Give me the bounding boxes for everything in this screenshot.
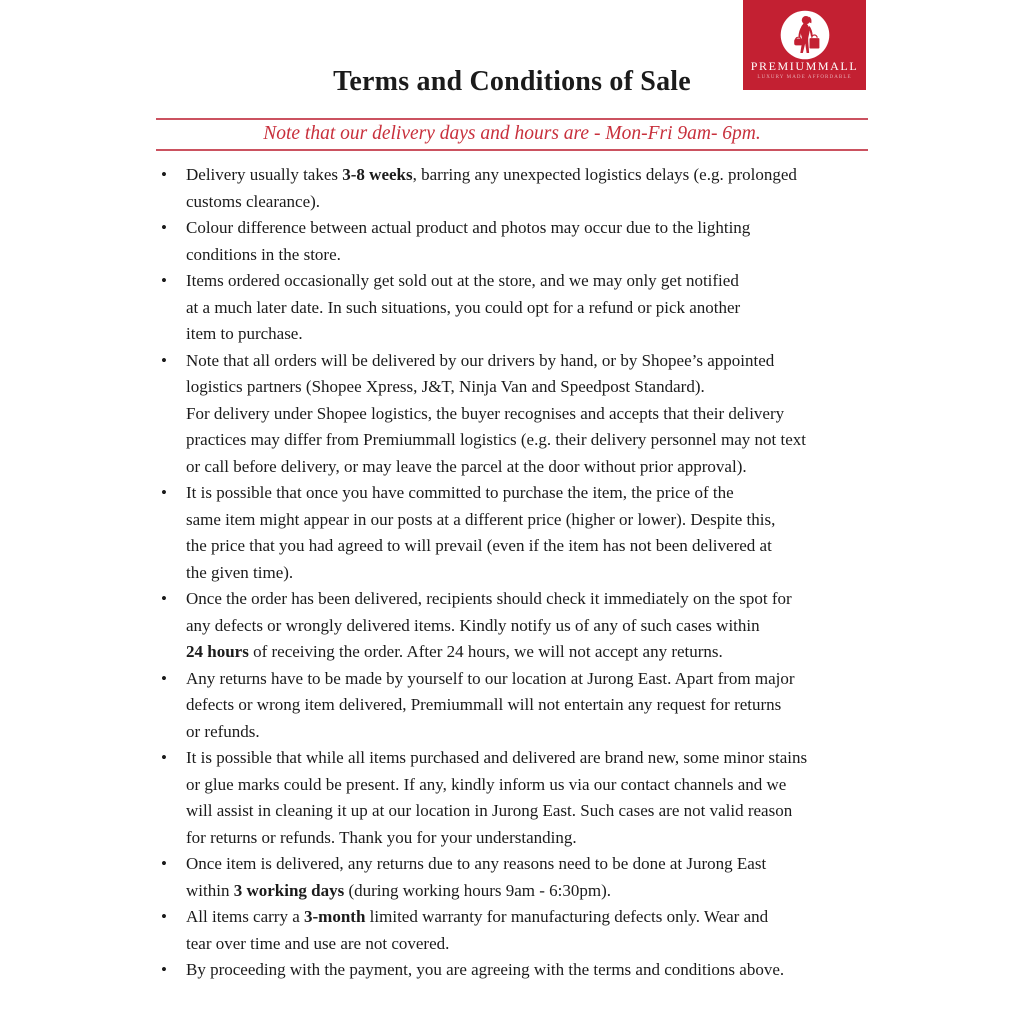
term-item xyxy=(186,586,904,666)
term-item xyxy=(186,851,904,904)
term-line: • Colour difference between actual product and photos may occur due to the lighting xyxy=(186,218,751,237)
term-item xyxy=(186,162,904,215)
term-line: • It is possible that once you have committed to purchase the item, the price of the xyxy=(186,483,734,502)
brand-logo xyxy=(743,0,866,90)
term-line: • It is possible that while all items purchased and delivered are brand new, some minor stains xyxy=(186,748,808,767)
term-line: • Any returns have to be made by yourself to our location at Jurong East. Apart from major xyxy=(186,668,795,688)
term-item xyxy=(186,480,904,586)
term-line: or call before delivery, or may leave the parcel at the door without prior approval). xyxy=(186,456,747,476)
term-line: • Items ordered occasionally get sold out at the store, and we may only get notified xyxy=(186,271,739,290)
term-line: within 3 working days (during working hours 9am - 6:30pm). xyxy=(186,880,612,900)
term-line: the price that you had agreed to will prevail (even if the item has not been delivered at xyxy=(186,536,772,555)
term-item xyxy=(186,745,904,851)
term-item xyxy=(186,666,904,746)
term-line: For delivery under Shopee logistics, the buyer recognises and accepts that their delivery xyxy=(186,403,785,423)
term-line: conditions in the store. xyxy=(186,244,341,264)
term-line: • Note that all orders will be delivered by our drivers by hand, or by Shopee’s appointed xyxy=(186,350,775,370)
term-line: logistics partners (Shopee Xpress, J&T, Ninja Van and Speedpost Standard). xyxy=(186,377,705,396)
term-line: customs clearance). xyxy=(186,191,321,211)
term-item xyxy=(186,268,904,348)
delivery-notice-band xyxy=(156,118,868,151)
brand-tagline: LUXURY MADE AFFORDABLE xyxy=(757,75,852,80)
term-line: at a much later date. In such situations, you could opt for a refund or pick another xyxy=(186,297,741,317)
term-line: • By proceeding with the payment, you are agreeing with the terms and conditions above. xyxy=(186,960,785,979)
term-line: tear over time and use are not covered. xyxy=(186,933,450,953)
term-item xyxy=(186,904,904,957)
term-line: • All items carry a 3-month limited warranty for manufacturing defects only. Wear and xyxy=(186,907,769,926)
brand-name: PREMIUMMALL xyxy=(750,59,859,73)
term-line: item to purchase. xyxy=(186,324,303,343)
term-line: will assist in cleaning it up at our location in Jurong East. Such cases are not valid reason xyxy=(186,801,793,820)
term-line: or glue marks could be present. If any, kindly inform us via our contact channels and we xyxy=(186,774,787,794)
page-title: Terms and Conditions of Sale xyxy=(333,66,691,97)
term-line: any defects or wrongly delivered items. Kindly notify us of any of such cases within xyxy=(186,615,760,635)
term-line: 24 hours of receiving the order. After 24 hours, we will not accept any returns. xyxy=(186,642,723,661)
delivery-notice-text: Note that our delivery days and hours are - Mon-Fri 9am- 6pm. xyxy=(263,123,761,144)
term-line: or refunds. xyxy=(186,721,260,741)
term-item xyxy=(186,957,904,984)
term-item xyxy=(186,215,904,268)
term-line: practices may differ from Premiummall logistics (e.g. their delivery personnel may not text xyxy=(186,430,807,449)
term-line: same item might appear in our posts at a different price (higher or lower). Despite this, xyxy=(186,509,776,529)
terms-list xyxy=(0,162,1024,984)
term-line: for returns or refunds. Thank you for your understanding. xyxy=(186,827,577,847)
term-line: defects or wrong item delivered, Premiummall will not entertain any request for returns xyxy=(186,695,782,714)
term-line: • Delivery usually takes 3-8 weeks, barring any unexpected logistics delays (e.g. prolonged xyxy=(186,165,797,184)
term-line: the given time). xyxy=(186,562,294,582)
woman-with-shopping-bags-icon xyxy=(778,8,832,62)
term-item xyxy=(186,348,904,481)
term-line: • Once item is delivered, any returns due to any reasons need to be done at Jurong East xyxy=(186,854,767,873)
term-line: • Once the order has been delivered, recipients should check it immediately on the spot for xyxy=(186,589,792,608)
